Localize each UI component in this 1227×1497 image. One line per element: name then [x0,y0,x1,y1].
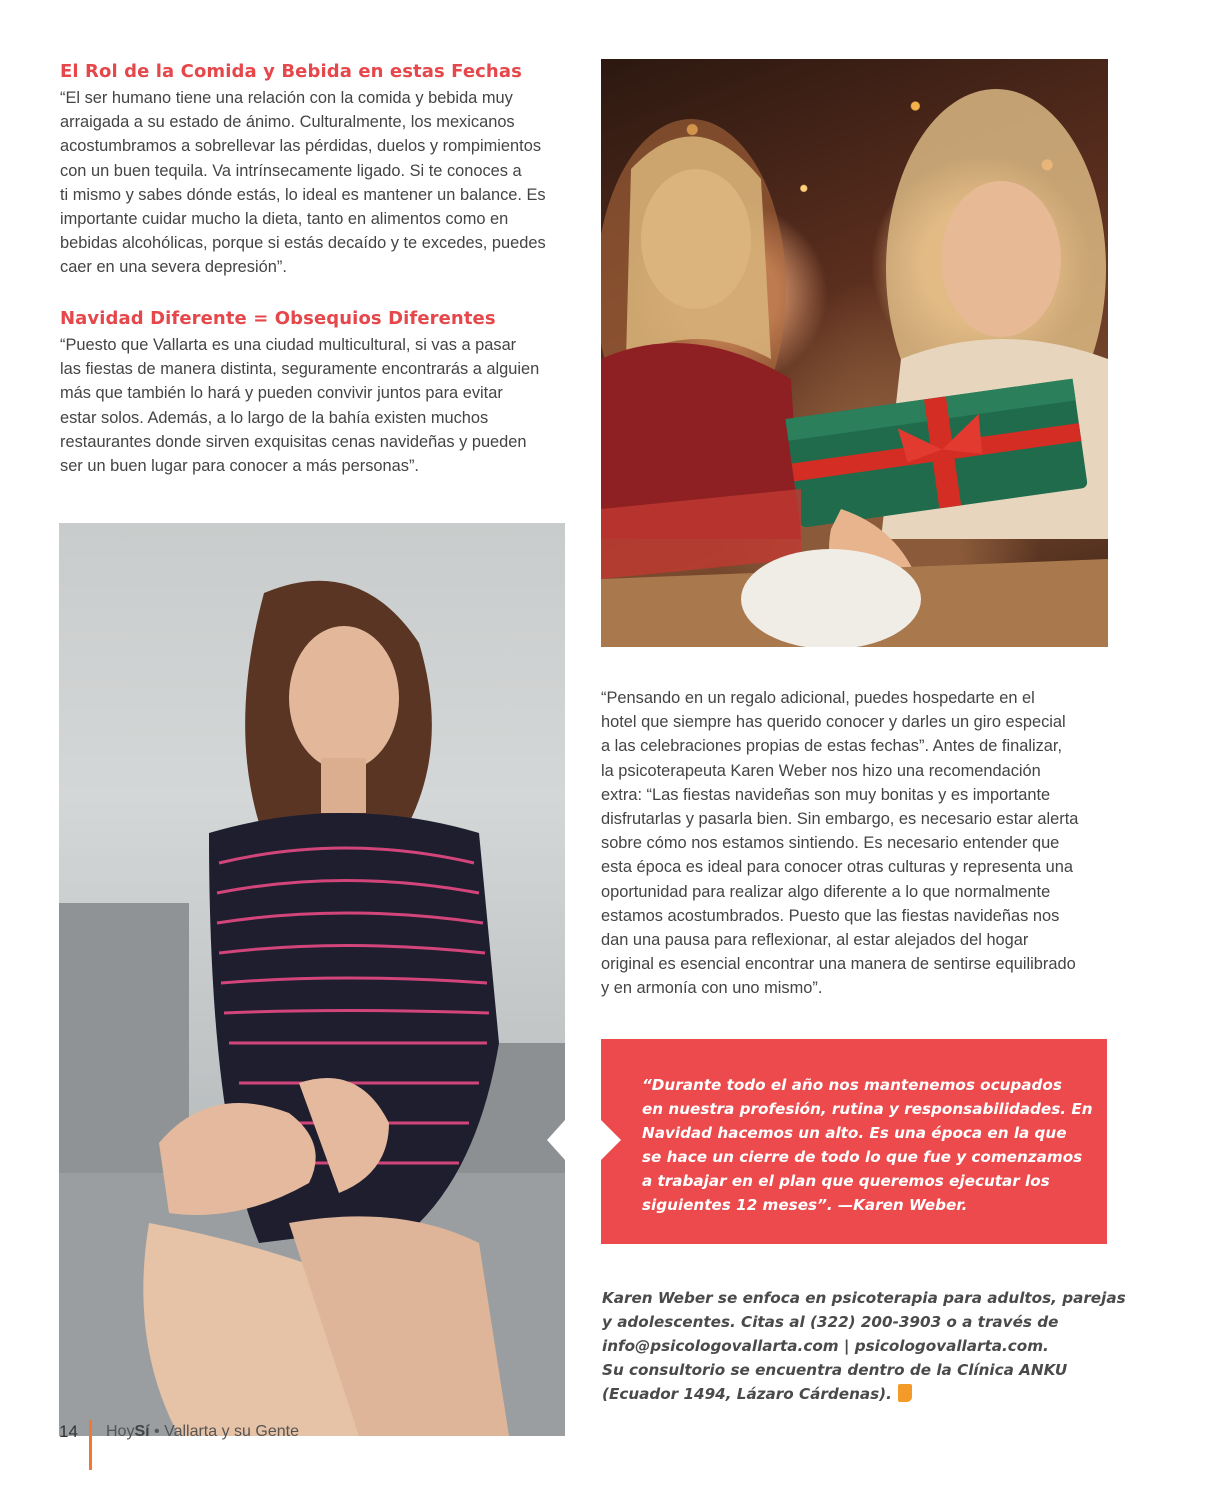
text-line: original es esencial encontrar una manera de sentirse equilibrado [601,955,1076,974]
bio-line: Karen Weber se enfoca en psicoterapia para adultos, parejas [602,1289,1126,1307]
text-line: hotel que siempre has querido conocer y darles un giro especial [601,713,1066,732]
bio-line: (Ecuador 1494, Lázaro Cárdenas). [602,1385,892,1403]
section-body-different-christmas [60,333,539,478]
text-line: a las celebraciones propias de estas fechas”. Antes de finalizar, [601,737,1063,756]
portrait-illustration [59,523,565,1436]
bio-line: Su consultorio se encuentra dentro de la Clínica ANKU [602,1361,1068,1379]
text-line: “El ser humano tiene una relación con la comida y bebida muy [60,89,513,107]
text-line: estamos acostumbrados. Puesto que las fiestas navideñas nos [601,906,1060,925]
text-line: dan una pausa para reflexionar, al estar alejados del hogar [601,931,1029,950]
gift-exchange-illustration [601,59,1108,647]
section-heading-different-christmas: Navidad Diferente = Obsequios Diferentes [60,308,496,329]
author-bio [602,1286,1126,1406]
pull-quote-notch-icon [547,1120,621,1160]
photo-gift-exchange [601,59,1108,647]
brand-prefix: Hoy [106,1423,135,1440]
text-line: ser un buen lugar para conocer a más personas”. [60,457,419,476]
text-line: oportunidad para realizar algo diferente a lo que normalmente [601,882,1051,901]
text-line: estar solos. Además, a lo largo de la bahía existen muchos [60,408,489,427]
text-line: acostumbramos a sobrellevar las pérdidas, duelos y rompimientos [60,137,542,156]
bio-line: y adolescentes. Citas al (322) 200-3903 o a través de [602,1313,1059,1331]
text-line: la psicoterapeuta Karen Weber nos hizo una recomendación [601,761,1041,780]
text-line: “Pensando en un regalo adicional, puedes hospedarte en el [601,689,1035,707]
text-line: ti mismo y sabes dónde estás, lo ideal es mantener un balance. Es [60,185,546,204]
text-line: esta época es ideal para conocer otras culturas y representa una [601,858,1073,877]
text-line: restaurantes donde sirven exquisitas cenas navideñas y pueden [60,432,527,451]
pull-quote-text [642,1073,1093,1217]
bio-line-last [602,1382,1126,1406]
brand-bold: Sí [134,1423,150,1440]
quote-line: se hace un cierre de todo lo que fue y comenzamos [642,1148,1083,1166]
text-line: las fiestas de manera distinta, seguramente encontrarás a alguien [60,360,540,379]
text-line: importante cuidar mucho la dieta, tanto en alimentos como en [60,210,509,229]
section-heading-food-drink: El Rol de la Comida y Bebida en estas Fechas [60,61,522,82]
brand-separator: • [149,1423,165,1440]
text-line: con un buen tequila. Va intrínsecamente ligado. Si te conoces a [60,161,522,180]
text-line: disfrutarlas y pasarla bien. Sin embargo, es necesario estar alerta [601,810,1079,829]
text-line: extra: “Las fiestas navideñas son muy bonitas y es importante [601,785,1051,804]
section-body-recommendation [601,686,1078,1001]
text-line: arraigada a su estado de ánimo. Culturalmente, los mexicanos [60,113,515,132]
page-number: 14 [59,1422,78,1441]
text-line: caer en una severa depresión”. [60,258,287,277]
quote-line: en nuestra profesión, rutina y responsabilidades. En [642,1100,1093,1118]
text-line: más que también lo hará y pueden convivir juntos para evitar [60,384,503,403]
text-line: sobre cómo nos estamos sintiendo. Es necesario entender que [601,834,1060,853]
quote-line: a trabajar en el plan que queremos ejecutar los [642,1172,1050,1190]
text-line: bebidas alcohólicas, porque si estás decaído y te excedes, puedes [60,234,546,253]
quote-line: “Durante todo el año nos mantenemos ocupados [642,1076,1062,1094]
quote-line: siguientes 12 meses”. —Karen Weber. [642,1196,968,1214]
bio-line: info@psicologovallarta.com | psicologovallarta.com. [602,1337,1049,1355]
quote-line: Navidad hacemos un alto. Es una época en la que [642,1124,1067,1142]
magazine-title: Vallarta y su Gente [164,1423,299,1440]
footer-divider [89,1420,92,1470]
section-body-food-drink [60,86,546,280]
footer-magazine-name [106,1423,299,1441]
text-line: y en armonía con uno mismo”. [601,979,823,998]
photo-karen-weber [59,523,565,1436]
text-line: “Puesto que Vallarta es una ciudad multicultural, si vas a pasar [60,336,517,354]
end-of-article-icon [898,1384,912,1402]
